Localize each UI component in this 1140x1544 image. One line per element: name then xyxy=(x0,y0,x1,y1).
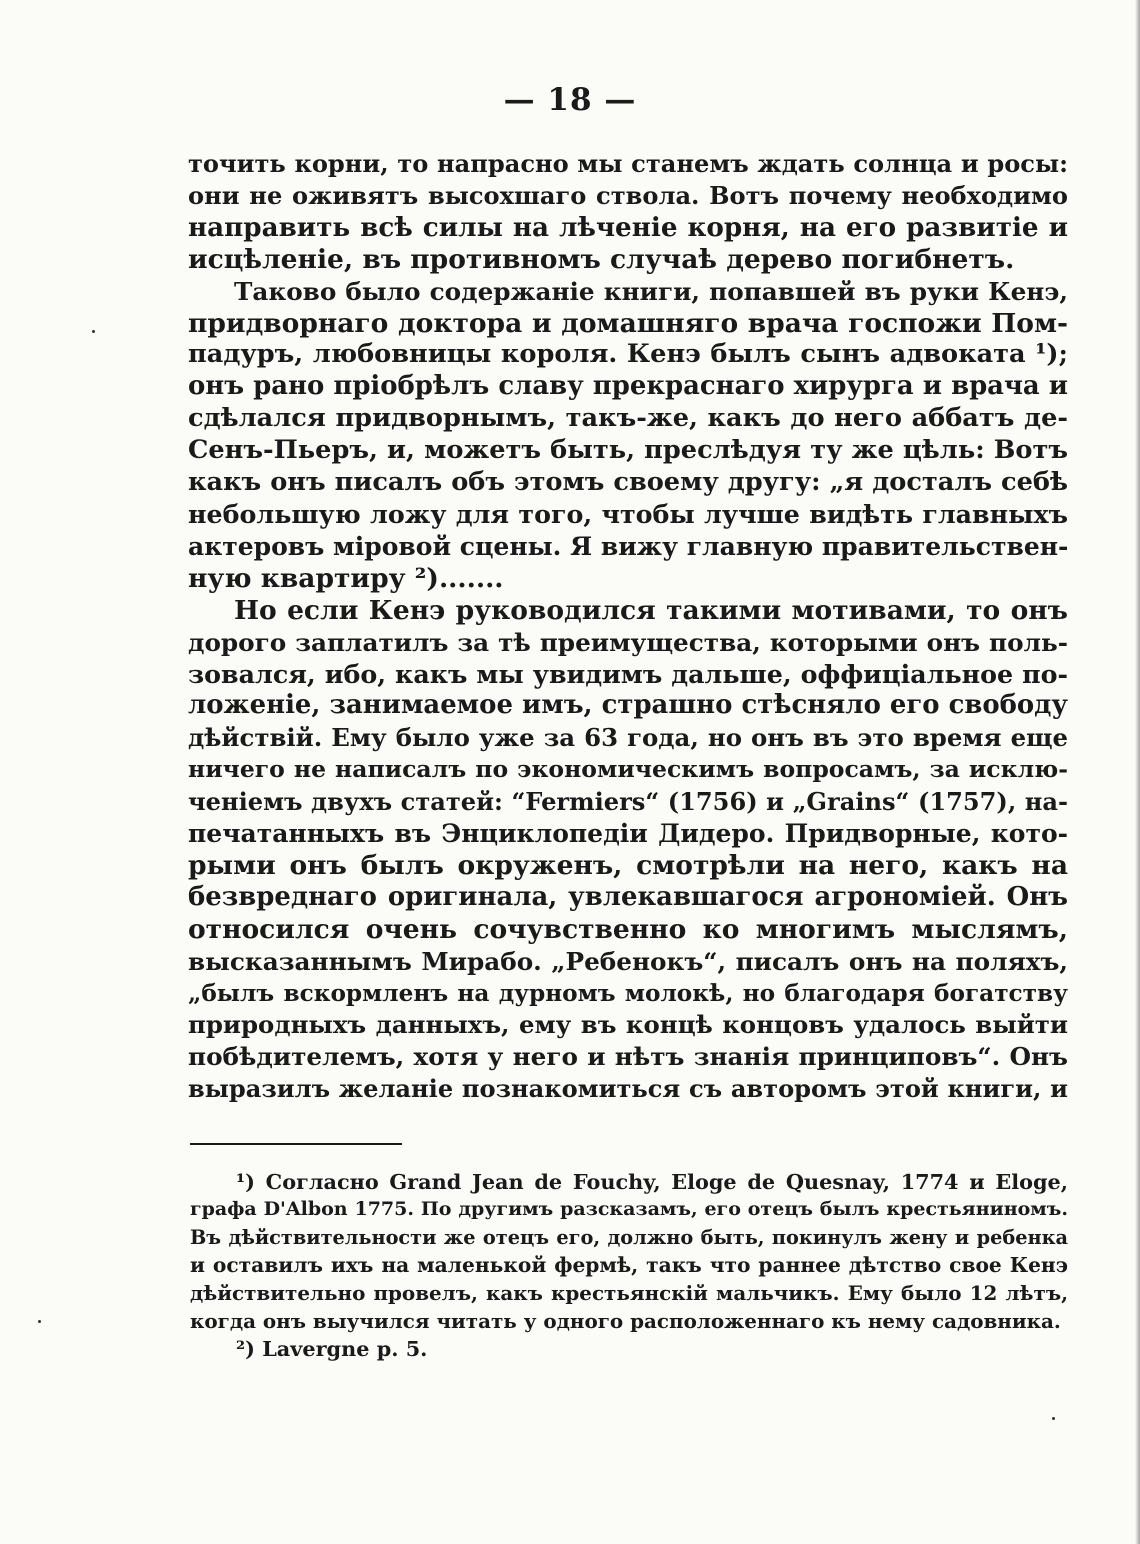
text-line: ложеніе, занимаемое имъ, страшно стѣсняло его свободу xyxy=(188,690,1068,721)
text-line: актеровъ міровой сцены. Я вижу главную правительствен- xyxy=(188,531,1069,561)
footnote-line: графа D'Albon 1775. По другимъ разсказамъ, его отецъ былъ крестьяниномъ. xyxy=(190,1197,1068,1220)
text-line: безвреднаго оригинала, увлекавшагося агрономіей. Онъ xyxy=(188,881,1068,912)
text-line: выразилъ желаніе познакомиться съ авторомъ этой книги, и xyxy=(188,1074,1068,1104)
text-line: печатанныхъ въ Энциклопедіи Дидеро. Придворные, кото- xyxy=(188,819,1068,849)
text-line: рыми онъ былъ окруженъ, смотрѣли на него, какъ на xyxy=(188,849,1068,881)
text-line: дѣйствій. Ему было уже за 63 года, но онъ въ это время еще xyxy=(188,723,1068,753)
footnote-rule xyxy=(190,1143,402,1145)
text-line: сдѣлался придворнымъ, такъ-же, какъ до него аббатъ де- xyxy=(188,403,1068,434)
footnote-line: ¹) Согласно Grand Jean de Fouchy, Eloge de Quesnay, 1774 и Eloge, xyxy=(236,1169,1068,1194)
text-line: падуръ, любовницы короля. Кенэ былъ сынъ адвоката ¹); xyxy=(188,339,1068,370)
text-line: дорого заплатилъ за тѣ преимущества, которыми онъ поль- xyxy=(188,627,1068,657)
text-line: какъ онъ писалъ объ этомъ своему другу: „я досталъ себѣ xyxy=(188,467,1068,498)
margin-speck xyxy=(38,1320,41,1323)
text-line: онъ рано пріобрѣлъ славу прекраснаго хирурга и врача и xyxy=(188,371,1068,402)
text-line: Но если Кенэ руководился такими мотивами, то онъ xyxy=(234,594,1068,626)
footnote-line: и оставилъ ихъ на маленькой фермѣ, такъ что раннее дѣтство свое Кенэ xyxy=(190,1252,1068,1277)
text-line: ничего не написалъ по экономическимъ вопросамъ, за исклю- xyxy=(188,755,1068,784)
text-line: ную квартиру ²)....... xyxy=(188,562,504,594)
page-number: — 18 — xyxy=(503,82,637,118)
text-line: Сенъ-Пьеръ, и, можетъ быть, преслѣдуя ту же цѣль: Вотъ xyxy=(188,435,1068,466)
footnote-line: когда онъ выучился читать у одного расположеннаго къ нему садовника. xyxy=(190,1308,1061,1333)
text-line: высказаннымъ Мирабо. „Ребенокъ“, писалъ онъ на поляхъ, xyxy=(188,946,1068,976)
footnotes xyxy=(190,1168,1068,1363)
page-edge-shadow xyxy=(1135,0,1140,1544)
text-line: Таково было содержаніе книги, попавшей въ руки Кенэ, xyxy=(234,276,1068,306)
text-line: зовался, ибо, какъ мы увидимъ дальше, оффиціальное по- xyxy=(188,658,1068,689)
footnote-line: ²) Lavergne p. 5. xyxy=(236,1336,428,1362)
text-line: направить всѣ силы на лѣченіе корня, на его развитіе и xyxy=(188,211,1068,243)
text-line: они не оживятъ высохшаго ствола. Вотъ почему необходимо xyxy=(188,180,1068,210)
body-text xyxy=(188,148,1068,1105)
text-line: придворнаго доктора и домашняго врача госпожи Пом- xyxy=(188,307,1068,339)
text-line: побѣдителемъ, хотя у него и нѣтъ знанія принциповъ“. Онъ xyxy=(188,1042,1068,1072)
text-line: ченіемъ двухъ статей: “Fermiers“ (1756) и „Grains“ (1757), на- xyxy=(188,787,1068,817)
footnote-line: дѣйствительно провелъ, какъ крестьянскій мальчикъ. Ему было 12 лѣтъ, xyxy=(190,1280,1068,1305)
text-line: исцѣленіе, въ противномъ случаѣ дерево погибнетъ. xyxy=(188,243,1015,275)
footnote-line: Въ дѣйствительности же отецъ его, должно быть, покинулъ жену и ребенка xyxy=(190,1225,1068,1249)
text-line: „былъ вскормленъ на дурномъ молокѣ, но благодаря богатству xyxy=(188,979,1068,1007)
text-line: природныхъ данныхъ, ему въ концѣ концовъ удалось выйти xyxy=(188,1010,1068,1040)
margin-speck xyxy=(1052,1417,1055,1420)
margin-speck xyxy=(92,330,95,333)
text-line: относился очень сочувственно ко многимъ мыслямъ, xyxy=(188,913,1068,945)
text-line: небольшую ложу для того, чтобы лучше видѣть главныхъ xyxy=(188,498,1068,529)
text-line: точить корни, то напрасно мы станемъ ждать солнца и росы: xyxy=(188,149,1068,178)
